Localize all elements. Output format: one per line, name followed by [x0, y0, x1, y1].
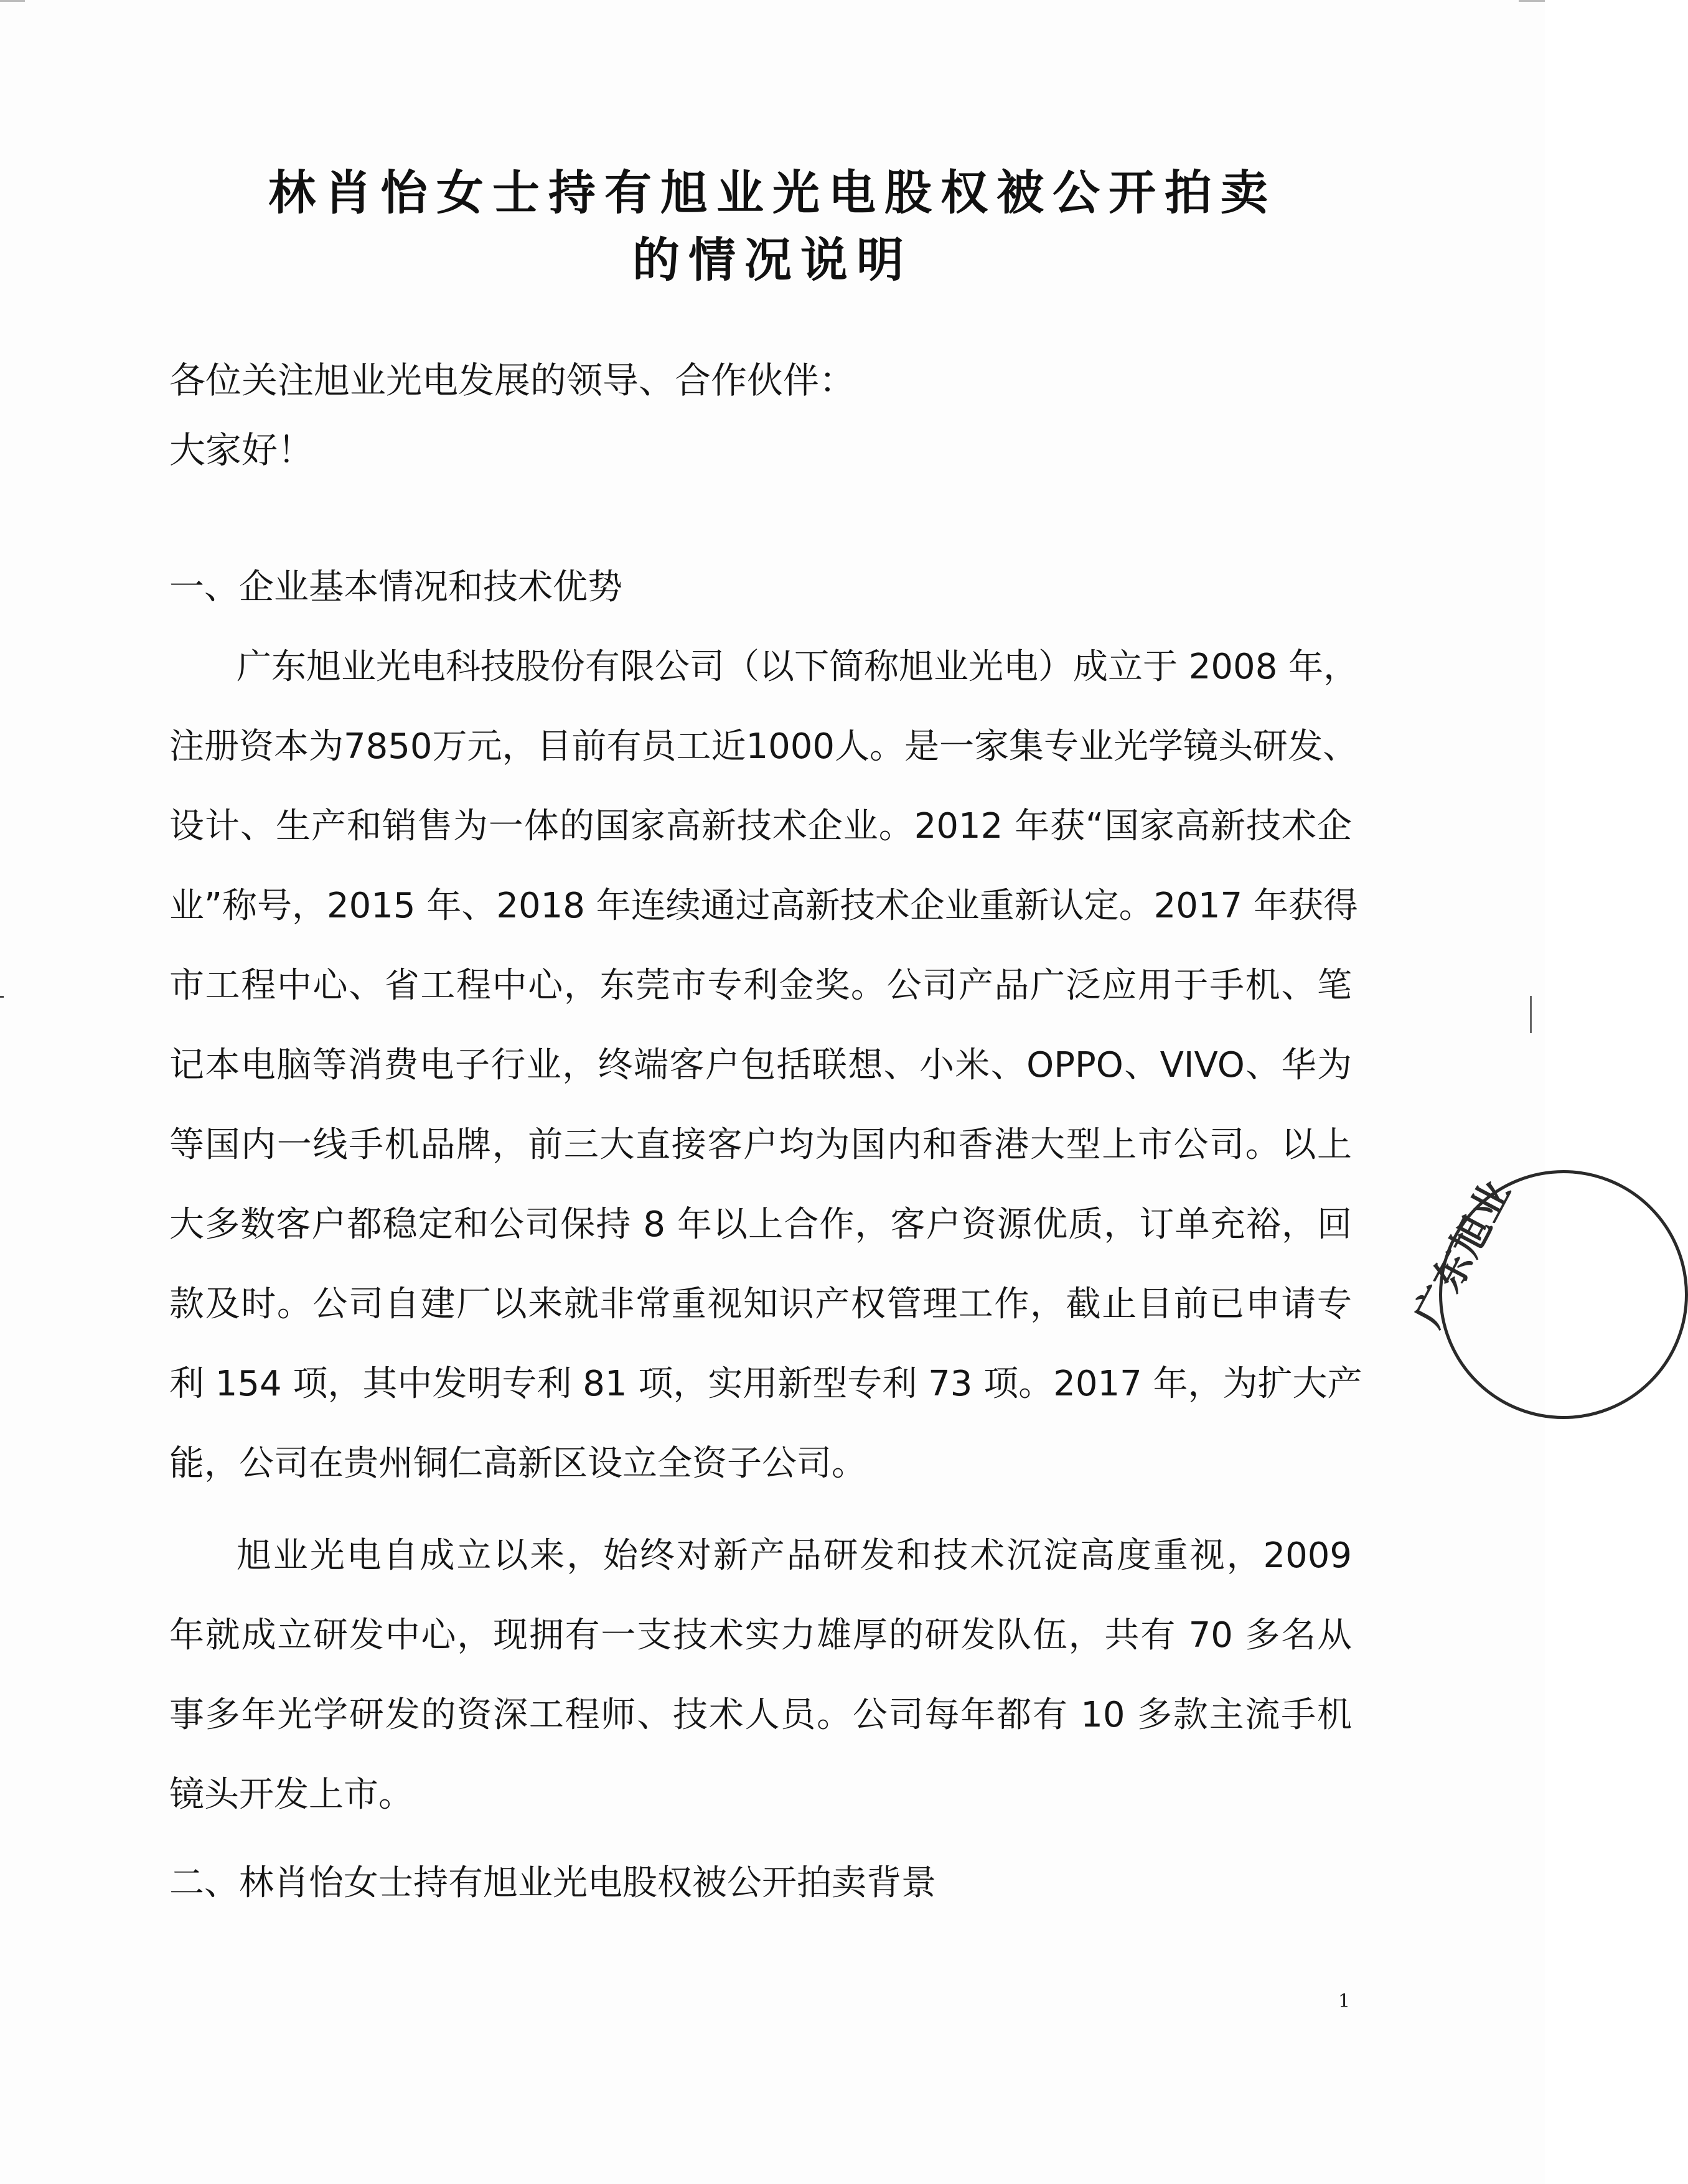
paragraph-2-line: 镜头开发上市。: [169, 1774, 413, 1815]
paragraph-1-line: 业”称号，2015 年、2018 年连续通过高新技术企业重新认定。2017 年获得: [169, 886, 1358, 926]
scan-edge-mark: [1530, 996, 1532, 1033]
document-title-line-2: 的情况说明: [632, 232, 912, 288]
paragraph-2-line: 年就成立研发中心，现拥有一支技术实力雄厚的研发队伍，共有 70 多名从: [169, 1615, 1352, 1656]
paragraph-1-line: 记本电脑等消费电子行业，终端客户包括联想、小米、OPPO、VIVO、华为: [169, 1045, 1352, 1085]
paragraph-2-line: 旭业光电自成立以来，始终对新产品研发和技术沉淀高度重视，2009: [237, 1535, 1352, 1576]
scan-corner-mark: [1519, 0, 1545, 2]
paragraph-1-line: 设计、生产和销售为一体的国家高新技术企业。2012 年获“国家高新技术企: [169, 806, 1352, 846]
page-number: 1: [1338, 1990, 1351, 2012]
paragraph-1-line: 能，公司在贵州铜仁高新区设立全资子公司。: [169, 1443, 866, 1484]
section-heading-1: 一、企业基本情况和技术优势: [169, 567, 622, 607]
scan-edge-mark: [0, 996, 4, 998]
paragraph-1-line: 利 154 项，其中发明专利 81 项，实用新型专利 73 项。2017 年，为扩大产: [169, 1364, 1362, 1404]
paragraph-1-line: 大多数客户都稳定和公司保持 8 年以上合作，客户资源优质，订单充裕，回: [169, 1204, 1352, 1245]
salutation-line-1: 各位关注旭业光电发展的领导、合作伙伴：: [169, 359, 856, 401]
company-seal-stamp: [1405, 1170, 1688, 1419]
scan-corner-mark: [0, 0, 25, 2]
paragraph-2-line: 事多年光学研发的资深工程师、技术人员。公司每年都有 10 多款主流手机: [169, 1695, 1352, 1735]
paragraph-1-line: 市工程中心、省工程中心，东莞市专利金奖。公司产品广泛应用于手机、笔: [169, 965, 1352, 1006]
salutation-line-2: 大家好！: [169, 429, 314, 471]
paragraph-1-line: 款及时。公司自建厂以来就非常重视知识产权管理工作，截止目前已申请专: [169, 1284, 1352, 1324]
seal-text: 广东旭业: [1405, 1171, 1520, 1334]
document-title-line-1: 林肖怡女士持有旭业光电股权被公开拍卖: [268, 165, 1277, 220]
section-heading-2: 二、林肖怡女士持有旭业光电股权被公开拍卖背景: [169, 1863, 936, 1903]
paragraph-1-line: 注册资本为7850万元，目前有员工近1000人。是一家集专业光学镜头研发、: [169, 726, 1358, 767]
paragraph-1-line: 等国内一线手机品牌，前三大直接客户均为国内和香港大型上市公司。以上: [169, 1125, 1352, 1165]
paragraph-1-line: 广东旭业光电科技股份有限公司（以下简称旭业光电）成立于 2008 年，: [237, 647, 1359, 687]
